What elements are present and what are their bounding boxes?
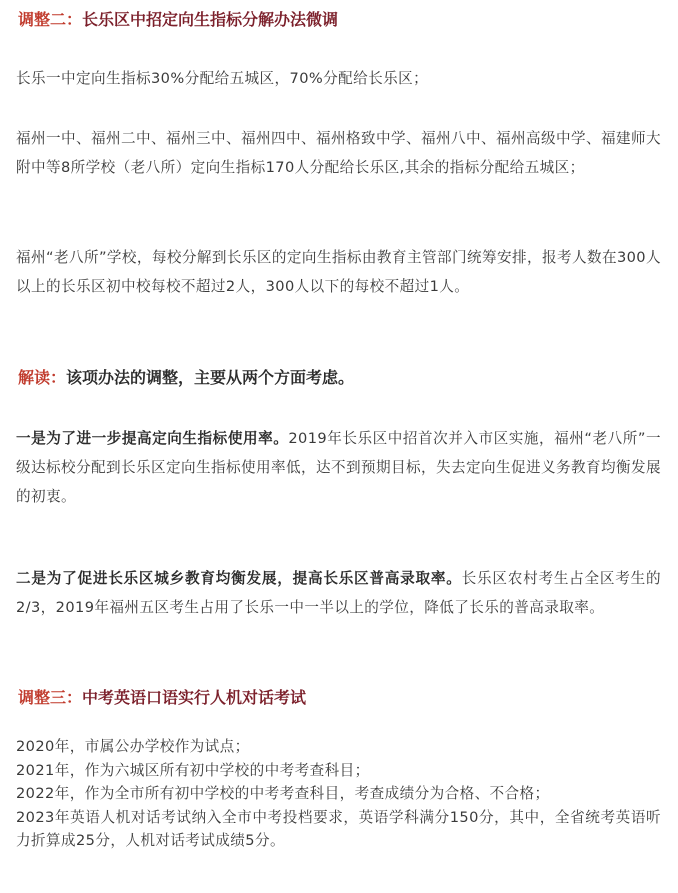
paragraph-reason-2	[16, 564, 661, 622]
timeline-list	[16, 735, 661, 853]
interpretation-title: 该项办法的调整，主要从两个方面考虑。	[66, 368, 355, 387]
section-heading-adjustment-3	[18, 687, 306, 709]
paragraph-changle-no1: 长乐一中定向生指标30%分配给五城区，70%分配给长乐区；	[16, 70, 429, 87]
section-title: 中考英语口语实行人机对话考试	[82, 688, 307, 707]
reason-2-lead-a: 二是为了促进长乐区城乡教育均衡发展，	[16, 570, 293, 587]
interpretation-heading	[18, 367, 354, 389]
section-title: 长乐区中招定向生指标分解办法微调	[82, 10, 339, 29]
reason-2-text: 长乐区农村考生占全区考生的2/3，2019年福州五区考生占用了长乐一中一半以上的学位，降低了长乐的普高录取率。	[16, 570, 662, 616]
timeline-item-2021: 2021年，作为六城区所有初中学校的中考考查科目；	[16, 761, 370, 779]
reason-2-lead-b: 提高长乐区普高录取率。	[292, 570, 462, 587]
paragraph-reason-1	[16, 424, 661, 511]
paragraph-old-eight-schools: 福州一中、福州二中、福州三中、福州四中、福州格致中学、福州八中、福州高级中学、福建师大附中等8所学校（老八所）定向生指标170人分配给长乐区,其余的指标分配给五城区；	[16, 130, 661, 176]
interpretation-tag: 解读：	[18, 368, 67, 387]
timeline-item-2022: 2022年，作为全市所有初中学校的中考考查科目，考查成绩分为合格、不合格；	[16, 785, 550, 803]
section-tag: 调整二：	[18, 10, 83, 29]
section-heading-adjustment-2	[18, 9, 338, 31]
section-tag: 调整三：	[18, 688, 83, 707]
timeline-item-2023: 2023年英语人机对话考试纳入全市中考投档要求，英语学科满分150分，其中，全省统考英语听力折算成25分，人机对话考试成绩5分。	[16, 808, 661, 850]
paragraph-quota-arrangement: 福州“老八所”学校，每校分解到长乐区的定向生指标由教育主管部门统筹安排，报考人数在300人以上的长乐区初中校每校不超过2人，300人以下的每校不超过1人。	[16, 249, 661, 295]
reason-1-text: 2019年长乐区中招首次并入市区实施，福州“老八所”一级达标校分配到长乐区定向生指标使用率低，达不到预期目标，失去定向生促进义务教育均衡发展的初衷。	[16, 430, 661, 505]
reason-1-lead: 一是为了进一步提高定向生指标使用率。	[16, 430, 289, 447]
timeline-item-2020: 2020年，市属公办学校作为试点；	[16, 738, 250, 755]
